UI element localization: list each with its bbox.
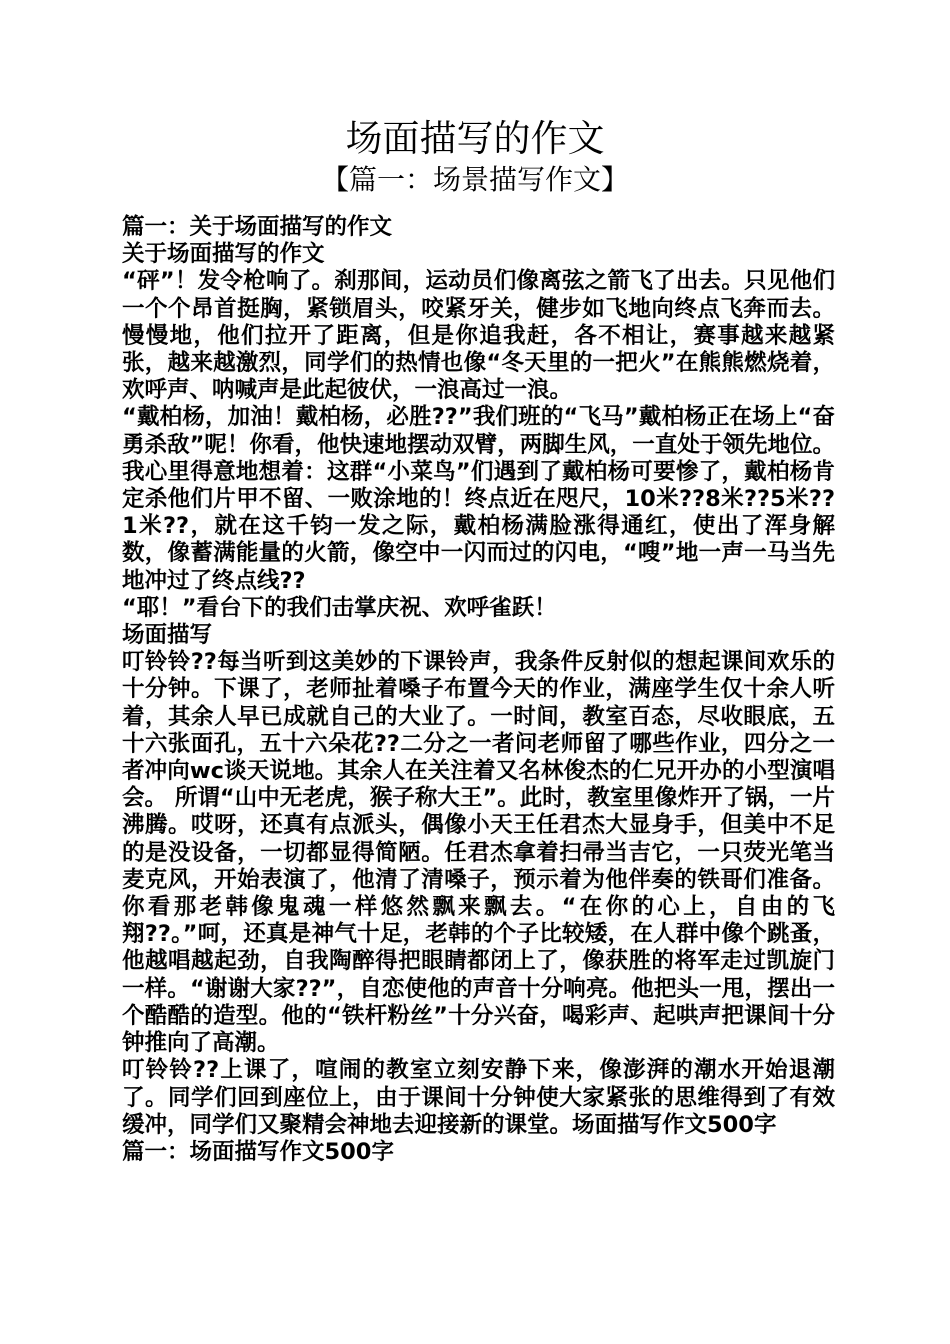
document-title: 场面描写的作文 [345, 117, 605, 160]
body-paragraph: “砰”！发令枪响了。刹那间，运动员们像离弦之箭飞了出去。只见他们一个个昂首挺胸，紧锁眉头，咬紧牙关，健步如飞地向终点飞奔而去。慢慢地，他们拉开了距离，但是你追我赶，各不相让，赛事越来越紧张，越来越激烈，同学们的热情也像“冬天里的一把火”在熊熊燃烧着，欢呼声、呐喊声是此起彼伏，一浪高过一浪。 [122, 268, 835, 404]
body-paragraph: “戴柏杨，加油！戴柏杨，必胜??”我们班的“飞马”戴柏杨正在场上“奋勇杀敌”呢！你看，他快速地摆动双臂，两脚生风，一直处于领先地位。我心里得意地想着：这群“小菜鸟”们遇到了戴柏杨可要惨了，戴柏杨肯定杀他们片甲不留、一败涂地的！终点近在咫尺，10米??8米??5米??1米??，就在这千钧一发之际，戴柏杨满脸涨得通红，使出了浑身解数，像蓄满能量的火箭，像空中一闪而过的闪电，“嗖”地一声一马当先地冲过了终点线?? [122, 404, 835, 594]
body-paragraph: “耶！”看台下的我们击掌庆祝、欢呼雀跃！ [122, 594, 557, 621]
section-heading: 场面描写 [122, 622, 213, 649]
document-body [117, 214, 835, 1166]
body-paragraph: 叮铃铃??上课了，喧闹的教室立刻安静下来，像澎湃的潮水开始退潮了。同学们回到座位上，由于课间十分钟使大家紧张的思维得到了有效缓冲，同学们又聚精会神地去迎接新的课堂。场面描写作文500字 [122, 1057, 835, 1138]
section-heading: 篇一：场面描写作文500字 [122, 1138, 394, 1165]
section-heading: 篇一：关于场面描写的作文 [122, 214, 393, 240]
body-paragraph: 叮铃铃??每当听到这美妙的下课铃声，我条件反射似的想起课间欢乐的十分钟。下课了，老师扯着嗓子布置今天的作业，满座学生仅十余人听着，其余人早已成就自己的大业了。一时间，教室百态，尽收眼底，五十六张面孔，五十六朵花??二分之一者问老师留了哪些作业，四分之一者冲向wc谈天说地。其余人在关注着又名林俊杰的仁兄开办的小型演唱会。 所谓“山中无老虎，猴子称大王”。此时，教室里像炸开了锅，一片沸腾。哎呀，还真有点派头，偶像小天王任君杰大显身手，但美中不足的是没设备，一切都显得简陋。任君杰拿着扫帚当吉它，一只荧光笔当麦克风，开始表演了，他清了清嗓子，预示着为他伴奏的铁哥们准备。你看那老韩像鬼魂一样悠然飘来飘去。“在你的心上，自由的飞翔??。”呵，还真是神气十足，老韩的个子比较矮，在人群中像个跳蚤，他越唱越起劲，自我陶醉得把眼睛都闭上了，像获胜的将军走过凯旋门一样。“谢谢大家??”，自恋使他的声音十分响亮。他把头一甩，摆出一个酷酷的造型。他的“铁杆粉丝”十分兴奋，喝彩声、起哄声把课间十分钟推向了高潮。 [122, 649, 835, 1057]
document-subtitle: 【篇一：场景描写作文】 [320, 163, 629, 196]
section-heading: 关于场面描写的作文 [122, 241, 325, 268]
